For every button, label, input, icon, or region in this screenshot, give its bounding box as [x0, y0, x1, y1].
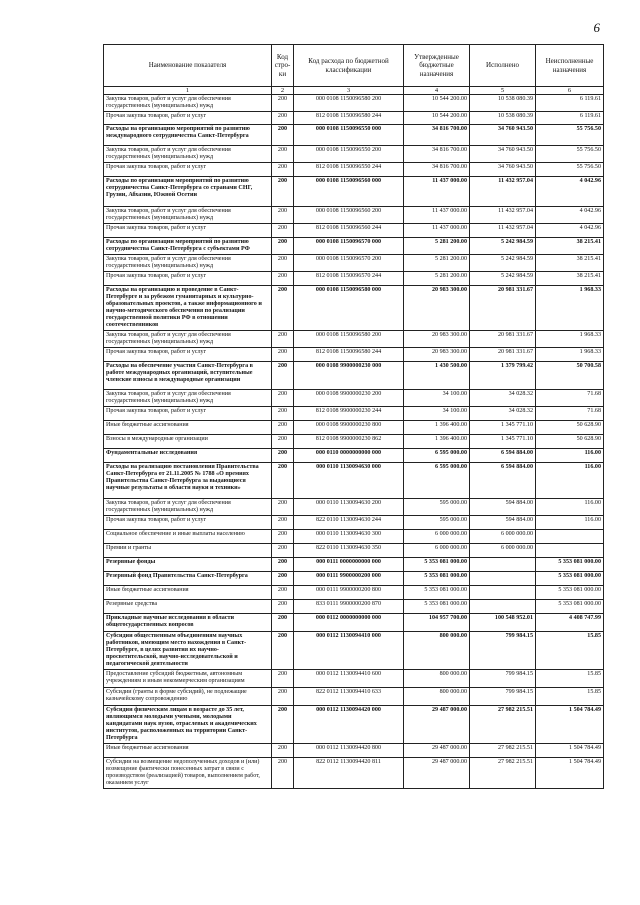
budget-code-cell: 000 0111 0000000000 000 — [294, 558, 404, 572]
table-row — [104, 435, 604, 449]
unexecuted-amount-cell: 71.68 — [536, 390, 604, 407]
unexecuted-amount-cell: 71.68 — [536, 407, 604, 421]
table-row — [104, 758, 604, 789]
unexecuted-amount-cell: 38 215.41 — [536, 238, 604, 255]
executed-amount-cell: 34 028.32 — [470, 407, 536, 421]
column-number-row — [104, 87, 604, 95]
approved-amount-cell: 29 487 000.00 — [404, 758, 470, 789]
column-number: 4 — [404, 87, 470, 95]
table-row — [104, 421, 604, 435]
line-code-cell: 200 — [272, 435, 294, 449]
unexecuted-amount-cell — [536, 530, 604, 544]
indicator-name-cell: Закупка товаров, работ и услуг для обеспечения государственных (муниципальных) нужд — [104, 390, 272, 407]
budget-code-cell: 000 0112 1130094410 600 — [294, 670, 404, 688]
executed-amount-cell — [470, 586, 536, 600]
indicator-name-cell: Иные бюджетные ассигнования — [104, 421, 272, 435]
approved-amount-cell: 10 544 200.00 — [404, 95, 470, 112]
line-code-cell: 200 — [272, 362, 294, 390]
table-row — [104, 544, 604, 558]
indicator-name-cell: Резервные средства — [104, 600, 272, 614]
table-row — [104, 286, 604, 331]
executed-amount-cell — [470, 558, 536, 572]
line-code-cell: 200 — [272, 146, 294, 163]
budget-code-cell: 000 0108 1150096560 000 — [294, 177, 404, 207]
budget-code-cell: 822 0110 1130094630 244 — [294, 516, 404, 530]
table-row — [104, 499, 604, 516]
approved-amount-cell: 1 430 500.00 — [404, 362, 470, 390]
indicator-name-cell: Субсидии общественным объединениям научных работников, имеющим место нахождения в Санкт-Петербурге, в целях развития их научно-просветительской, научно-исследовательской и педагогической деятельности — [104, 632, 272, 670]
approved-amount-cell: 5 281 200.00 — [404, 238, 470, 255]
table-row — [104, 348, 604, 362]
indicator-name-cell: Прочая закупка товаров, работ и услуг — [104, 163, 272, 177]
table-row — [104, 449, 604, 463]
line-code-cell: 200 — [272, 407, 294, 421]
unexecuted-amount-cell: 50 700.58 — [536, 362, 604, 390]
budget-code-cell: 000 0108 1150096550 000 — [294, 125, 404, 146]
line-code-cell: 200 — [272, 516, 294, 530]
executed-amount-cell: 6 594 884.00 — [470, 449, 536, 463]
approved-amount-cell: 34 816 700.00 — [404, 146, 470, 163]
budget-code-cell: 000 0108 1150096570 200 — [294, 255, 404, 272]
approved-amount-cell: 5 281 200.00 — [404, 272, 470, 286]
indicator-name-cell: Взносы в международные организации — [104, 435, 272, 449]
unexecuted-amount-cell: 1 504 784.49 — [536, 744, 604, 758]
budget-code-cell: 000 0108 1150096550 200 — [294, 146, 404, 163]
table-row — [104, 516, 604, 530]
line-code-cell: 200 — [272, 758, 294, 789]
unexecuted-amount-cell: 116.00 — [536, 463, 604, 499]
indicator-name-cell: Закупка товаров, работ и услуг для обеспечения государственных (муниципальных) нужд — [104, 255, 272, 272]
table-row — [104, 600, 604, 614]
unexecuted-amount-cell: 5 353 081 000.00 — [536, 586, 604, 600]
table-row — [104, 688, 604, 706]
line-code-cell: 200 — [272, 499, 294, 516]
line-code-cell: 200 — [272, 544, 294, 558]
budget-code-cell: 000 0108 9900000230 800 — [294, 421, 404, 435]
executed-amount-cell: 20 981 331.67 — [470, 286, 536, 331]
budget-code-cell: 000 0110 1130094630 200 — [294, 499, 404, 516]
line-code-cell: 200 — [272, 463, 294, 499]
table-row — [104, 255, 604, 272]
line-code-cell: 200 — [272, 207, 294, 224]
approved-amount-cell: 6 595 000.00 — [404, 463, 470, 499]
executed-amount-cell: 1 345 771.10 — [470, 421, 536, 435]
approved-amount-cell: 10 544 200.00 — [404, 112, 470, 125]
line-code-cell: 200 — [272, 600, 294, 614]
indicator-name-cell: Закупка товаров, работ и услуг для обеспечения государственных (муниципальных) нужд — [104, 207, 272, 224]
approved-amount-cell: 20 983 300.00 — [404, 331, 470, 348]
unexecuted-amount-cell: 4 042.96 — [536, 177, 604, 207]
approved-amount-cell: 104 957 700.00 — [404, 614, 470, 632]
executed-amount-cell: 34 760 943.50 — [470, 146, 536, 163]
unexecuted-amount-cell: 50 628.90 — [536, 421, 604, 435]
budget-code-cell: 812 0108 1150096580 244 — [294, 112, 404, 125]
expenditure-table — [103, 44, 604, 789]
indicator-name-cell: Прочая закупка товаров, работ и услуг — [104, 407, 272, 421]
line-code-cell: 200 — [272, 688, 294, 706]
table-row — [104, 572, 604, 586]
unexecuted-amount-cell: 6 119.61 — [536, 95, 604, 112]
approved-amount-cell: 800 000.00 — [404, 688, 470, 706]
indicator-name-cell: Расходы на реализацию постановления Правительства Санкт-Петербурга от 21.11.2005 № 1788 «О премиях Правительства Санкт-Петербурга за выдающиеся научные результаты в области науки и техники» — [104, 463, 272, 499]
indicator-name-cell: Субсидии физическим лицам в возрасте до 35 лет, являющимся молодыми учеными, молодыми кандидатами наук вузов, отраслевых и академических институтов, расположенных на территории Санкт-Петербурга — [104, 706, 272, 744]
header-approved: Утвержденные бюджетные назначения — [404, 45, 470, 87]
table-row — [104, 614, 604, 632]
executed-amount-cell: 20 981 331.67 — [470, 331, 536, 348]
budget-code-cell: 000 0112 0000000000 000 — [294, 614, 404, 632]
indicator-name-cell: Субсидии (гранты в форме субсидий), не подлежащие казначейскому сопровождению — [104, 688, 272, 706]
unexecuted-amount-cell — [536, 544, 604, 558]
budget-code-cell: 822 0110 1130094630 350 — [294, 544, 404, 558]
indicator-name-cell: Прочая закупка товаров, работ и услуг — [104, 516, 272, 530]
approved-amount-cell: 595 000.00 — [404, 499, 470, 516]
line-code-cell: 200 — [272, 238, 294, 255]
unexecuted-amount-cell: 4 408 747.99 — [536, 614, 604, 632]
budget-code-cell: 822 0112 1130094410 633 — [294, 688, 404, 706]
table-row — [104, 558, 604, 572]
table-row — [104, 112, 604, 125]
unexecuted-amount-cell: 116.00 — [536, 516, 604, 530]
indicator-name-cell: Расходы на организацию и проведение в Санкт-Петербурге и за рубежом гуманитарных и культурно-образовательных проектов, а также информационного и научно-методического обеспечения по реализации государственной политики РФ в отношении соотечественников — [104, 286, 272, 331]
approved-amount-cell: 29 487 000.00 — [404, 706, 470, 744]
executed-amount-cell: 1 379 799.42 — [470, 362, 536, 390]
indicator-name-cell: Фундаментальные исследования — [104, 449, 272, 463]
table-row — [104, 586, 604, 600]
indicator-name-cell: Закупка товаров, работ и услуг для обеспечения государственных (муниципальных) нужд — [104, 331, 272, 348]
executed-amount-cell: 11 432 957.04 — [470, 177, 536, 207]
budget-code-cell: 812 0108 1150096580 244 — [294, 348, 404, 362]
approved-amount-cell: 6 000 000.00 — [404, 530, 470, 544]
approved-amount-cell: 5 353 081 000.00 — [404, 586, 470, 600]
budget-code-cell: 000 0110 0000000000 000 — [294, 449, 404, 463]
table-row — [104, 362, 604, 390]
indicator-name-cell: Прочая закупка товаров, работ и услуг — [104, 272, 272, 286]
line-code-cell: 200 — [272, 255, 294, 272]
line-code-cell: 200 — [272, 632, 294, 670]
executed-amount-cell: 799 984.15 — [470, 688, 536, 706]
approved-amount-cell: 1 396 400.00 — [404, 421, 470, 435]
line-code-cell: 200 — [272, 614, 294, 632]
executed-amount-cell: 6 000 000.00 — [470, 544, 536, 558]
budget-code-cell: 000 0110 1130094630 000 — [294, 463, 404, 499]
unexecuted-amount-cell: 38 215.41 — [536, 255, 604, 272]
column-number: 3 — [294, 87, 404, 95]
table-row — [104, 272, 604, 286]
line-code-cell: 200 — [272, 348, 294, 362]
table-row — [104, 530, 604, 544]
table-row — [104, 125, 604, 146]
table-row — [104, 744, 604, 758]
table-row — [104, 224, 604, 238]
indicator-name-cell: Прочая закупка товаров, работ и услуг — [104, 348, 272, 362]
unexecuted-amount-cell: 55 756.50 — [536, 125, 604, 146]
approved-amount-cell: 6 000 000.00 — [404, 544, 470, 558]
table-row — [104, 670, 604, 688]
executed-amount-cell: 799 984.15 — [470, 670, 536, 688]
budget-code-cell: 822 0112 1130094420 811 — [294, 758, 404, 789]
column-number: 2 — [272, 87, 294, 95]
approved-amount-cell: 5 281 200.00 — [404, 255, 470, 272]
unexecuted-amount-cell: 1 504 784.49 — [536, 706, 604, 744]
approved-amount-cell: 34 100.00 — [404, 390, 470, 407]
executed-amount-cell: 594 884.00 — [470, 499, 536, 516]
budget-code-cell: 000 0108 9900000230 200 — [294, 390, 404, 407]
header-line-code: Код стро-ки — [272, 45, 294, 87]
line-code-cell: 200 — [272, 177, 294, 207]
indicator-name-cell: Социальное обеспечение и иные выплаты населению — [104, 530, 272, 544]
approved-amount-cell: 11 437 000.00 — [404, 207, 470, 224]
line-code-cell: 200 — [272, 421, 294, 435]
line-code-cell: 200 — [272, 572, 294, 586]
indicator-name-cell: Расходы по организации мероприятий по развитию сотрудничества Санкт-Петербурга со странами СНГ, Грузии, Абхазии, Южной Осетии — [104, 177, 272, 207]
approved-amount-cell: 5 353 081 000.00 — [404, 558, 470, 572]
table-row — [104, 331, 604, 348]
approved-amount-cell: 595 000.00 — [404, 516, 470, 530]
approved-amount-cell: 6 595 000.00 — [404, 449, 470, 463]
executed-amount-cell: 5 242 984.59 — [470, 255, 536, 272]
executed-amount-cell: 27 982 215.51 — [470, 744, 536, 758]
table-row — [104, 407, 604, 421]
approved-amount-cell: 11 437 000.00 — [404, 224, 470, 238]
executed-amount-cell: 6 594 884.00 — [470, 463, 536, 499]
indicator-name-cell: Прочая закупка товаров, работ и услуг — [104, 224, 272, 238]
table-row — [104, 238, 604, 255]
unexecuted-amount-cell: 1 968.33 — [536, 286, 604, 331]
line-code-cell: 200 — [272, 390, 294, 407]
indicator-name-cell: Прикладные научные исследования в области общегосударственных вопросов — [104, 614, 272, 632]
indicator-name-cell: Субсидии на возмещение недополученных доходов и (или) возмещение фактически понесенных затрат в связи с производством (реализацией) товаров, выполнением работ, оказанием услуг — [104, 758, 272, 789]
budget-code-cell: 000 0108 1150096570 000 — [294, 238, 404, 255]
column-number: 5 — [470, 87, 536, 95]
unexecuted-amount-cell: 1 968.33 — [536, 331, 604, 348]
executed-amount-cell — [470, 600, 536, 614]
approved-amount-cell: 800 000.00 — [404, 670, 470, 688]
table-row — [104, 146, 604, 163]
line-code-cell: 200 — [272, 95, 294, 112]
budget-code-cell: 000 0112 1130094420 000 — [294, 706, 404, 744]
unexecuted-amount-cell: 15.85 — [536, 670, 604, 688]
approved-amount-cell: 34 816 700.00 — [404, 163, 470, 177]
unexecuted-amount-cell: 1 504 784.49 — [536, 758, 604, 789]
executed-amount-cell: 10 538 080.39 — [470, 95, 536, 112]
executed-amount-cell: 34 760 943.50 — [470, 163, 536, 177]
header-budget-code: Код расхода по бюджетной классификации — [294, 45, 404, 87]
unexecuted-amount-cell: 5 353 081 000.00 — [536, 558, 604, 572]
budget-code-cell: 000 0108 1150096580 200 — [294, 95, 404, 112]
table-row — [104, 207, 604, 224]
budget-code-cell: 812 0108 9900000230 862 — [294, 435, 404, 449]
line-code-cell: 200 — [272, 224, 294, 238]
unexecuted-amount-cell: 6 119.61 — [536, 112, 604, 125]
column-number: 1 — [104, 87, 272, 95]
budget-code-cell: 812 0108 9900000230 244 — [294, 407, 404, 421]
executed-amount-cell: 34 028.32 — [470, 390, 536, 407]
indicator-name-cell: Премии и гранты — [104, 544, 272, 558]
budget-code-cell: 000 0112 1130094420 800 — [294, 744, 404, 758]
header-executed: Исполнено — [470, 45, 536, 87]
unexecuted-amount-cell: 4 042.96 — [536, 207, 604, 224]
unexecuted-amount-cell: 5 353 081 000.00 — [536, 600, 604, 614]
executed-amount-cell: 799 984.15 — [470, 632, 536, 670]
executed-amount-cell: 100 548 952.01 — [470, 614, 536, 632]
line-code-cell: 200 — [272, 286, 294, 331]
executed-amount-cell: 27 982 215.51 — [470, 758, 536, 789]
indicator-name-cell: Предоставление субсидий бюджетным, автономным учреждениям и иным некоммерческим организациям — [104, 670, 272, 688]
executed-amount-cell: 10 538 080.39 — [470, 112, 536, 125]
unexecuted-amount-cell: 116.00 — [536, 499, 604, 516]
indicator-name-cell: Закупка товаров, работ и услуг для обеспечения государственных (муниципальных) нужд — [104, 499, 272, 516]
unexecuted-amount-cell: 55 756.50 — [536, 163, 604, 177]
header-unexecuted: Неисполненные назначения — [536, 45, 604, 87]
budget-code-cell: 812 0108 1150096560 244 — [294, 224, 404, 238]
table-row — [104, 463, 604, 499]
budget-code-cell: 812 0108 1150096570 244 — [294, 272, 404, 286]
table-header-row — [104, 45, 604, 87]
executed-amount-cell: 27 982 215.51 — [470, 706, 536, 744]
budget-code-cell: 000 0111 9900000200 800 — [294, 586, 404, 600]
unexecuted-amount-cell: 38 215.41 — [536, 272, 604, 286]
line-code-cell: 200 — [272, 331, 294, 348]
approved-amount-cell: 1 396 400.00 — [404, 435, 470, 449]
line-code-cell: 200 — [272, 558, 294, 572]
executed-amount-cell: 5 242 984.59 — [470, 238, 536, 255]
unexecuted-amount-cell: 1 968.33 — [536, 348, 604, 362]
approved-amount-cell: 29 487 000.00 — [404, 744, 470, 758]
unexecuted-amount-cell: 15.85 — [536, 688, 604, 706]
column-number: 6 — [536, 87, 604, 95]
unexecuted-amount-cell: 116.00 — [536, 449, 604, 463]
executed-amount-cell — [470, 572, 536, 586]
approved-amount-cell: 20 983 300.00 — [404, 348, 470, 362]
line-code-cell: 200 — [272, 586, 294, 600]
indicator-name-cell: Резервные фонды — [104, 558, 272, 572]
budget-code-cell: 000 0110 1130094630 300 — [294, 530, 404, 544]
approved-amount-cell: 11 437 000.00 — [404, 177, 470, 207]
table-row — [104, 706, 604, 744]
approved-amount-cell: 800 000.00 — [404, 632, 470, 670]
indicator-name-cell: Резервный фонд Правительства Санкт-Петербурга — [104, 572, 272, 586]
budget-code-cell: 000 0108 1150096580 200 — [294, 331, 404, 348]
unexecuted-amount-cell: 5 353 081 000.00 — [536, 572, 604, 586]
line-code-cell: 200 — [272, 125, 294, 146]
line-code-cell: 200 — [272, 272, 294, 286]
budget-code-cell: 000 0111 9900000200 000 — [294, 572, 404, 586]
table-row — [104, 632, 604, 670]
line-code-cell: 200 — [272, 670, 294, 688]
approved-amount-cell: 34 100.00 — [404, 407, 470, 421]
table-row — [104, 390, 604, 407]
line-code-cell: 200 — [272, 706, 294, 744]
indicator-name-cell: Расходы по организации мероприятий по развитию сотрудничества Санкт-Петербурга с субъектами РФ — [104, 238, 272, 255]
budget-code-cell: 000 0112 1130094410 000 — [294, 632, 404, 670]
budget-code-cell: 812 0108 1150096550 244 — [294, 163, 404, 177]
approved-amount-cell: 20 983 300.00 — [404, 286, 470, 331]
executed-amount-cell: 6 000 000.00 — [470, 530, 536, 544]
approved-amount-cell: 34 816 700.00 — [404, 125, 470, 146]
indicator-name-cell: Прочая закупка товаров, работ и услуг — [104, 112, 272, 125]
executed-amount-cell: 594 884.00 — [470, 516, 536, 530]
page-number: 6 — [593, 20, 600, 35]
unexecuted-amount-cell: 50 628.90 — [536, 435, 604, 449]
line-code-cell: 200 — [272, 449, 294, 463]
approved-amount-cell: 5 353 081 000.00 — [404, 600, 470, 614]
executed-amount-cell: 20 981 331.67 — [470, 348, 536, 362]
executed-amount-cell: 34 760 943.50 — [470, 125, 536, 146]
executed-amount-cell: 5 242 984.59 — [470, 272, 536, 286]
line-code-cell: 200 — [272, 163, 294, 177]
budget-code-cell: 000 0108 1150096580 000 — [294, 286, 404, 331]
table-body — [104, 95, 604, 789]
budget-code-cell: 000 0108 9900000230 000 — [294, 362, 404, 390]
line-code-cell: 200 — [272, 530, 294, 544]
unexecuted-amount-cell: 55 756.50 — [536, 146, 604, 163]
table-row — [104, 95, 604, 112]
unexecuted-amount-cell: 4 042.96 — [536, 224, 604, 238]
approved-amount-cell: 5 353 081 000.00 — [404, 572, 470, 586]
indicator-name-cell: Расходы на обеспечение участия Санкт-Петербурга в работе международных организаций, вступительные членские взносы в международные организации — [104, 362, 272, 390]
indicator-name-cell: Закупка товаров, работ и услуг для обеспечения государственных (муниципальных) нужд — [104, 95, 272, 112]
line-code-cell: 200 — [272, 112, 294, 125]
table-row — [104, 177, 604, 207]
executed-amount-cell: 1 345 771.10 — [470, 435, 536, 449]
budget-code-cell: 000 0108 1150096560 200 — [294, 207, 404, 224]
line-code-cell: 200 — [272, 744, 294, 758]
indicator-name-cell: Иные бюджетные ассигнования — [104, 744, 272, 758]
header-indicator-name: Наименование показателя — [104, 45, 272, 87]
executed-amount-cell: 11 432 957.04 — [470, 207, 536, 224]
indicator-name-cell: Иные бюджетные ассигнования — [104, 586, 272, 600]
table-row — [104, 163, 604, 177]
unexecuted-amount-cell: 15.85 — [536, 632, 604, 670]
executed-amount-cell: 11 432 957.04 — [470, 224, 536, 238]
indicator-name-cell: Закупка товаров, работ и услуг для обеспечения государственных (муниципальных) нужд — [104, 146, 272, 163]
indicator-name-cell: Расходы на организацию мероприятий по развитию международного сотрудничества Санкт-Петербурга — [104, 125, 272, 146]
budget-code-cell: 833 0111 9900000200 870 — [294, 600, 404, 614]
